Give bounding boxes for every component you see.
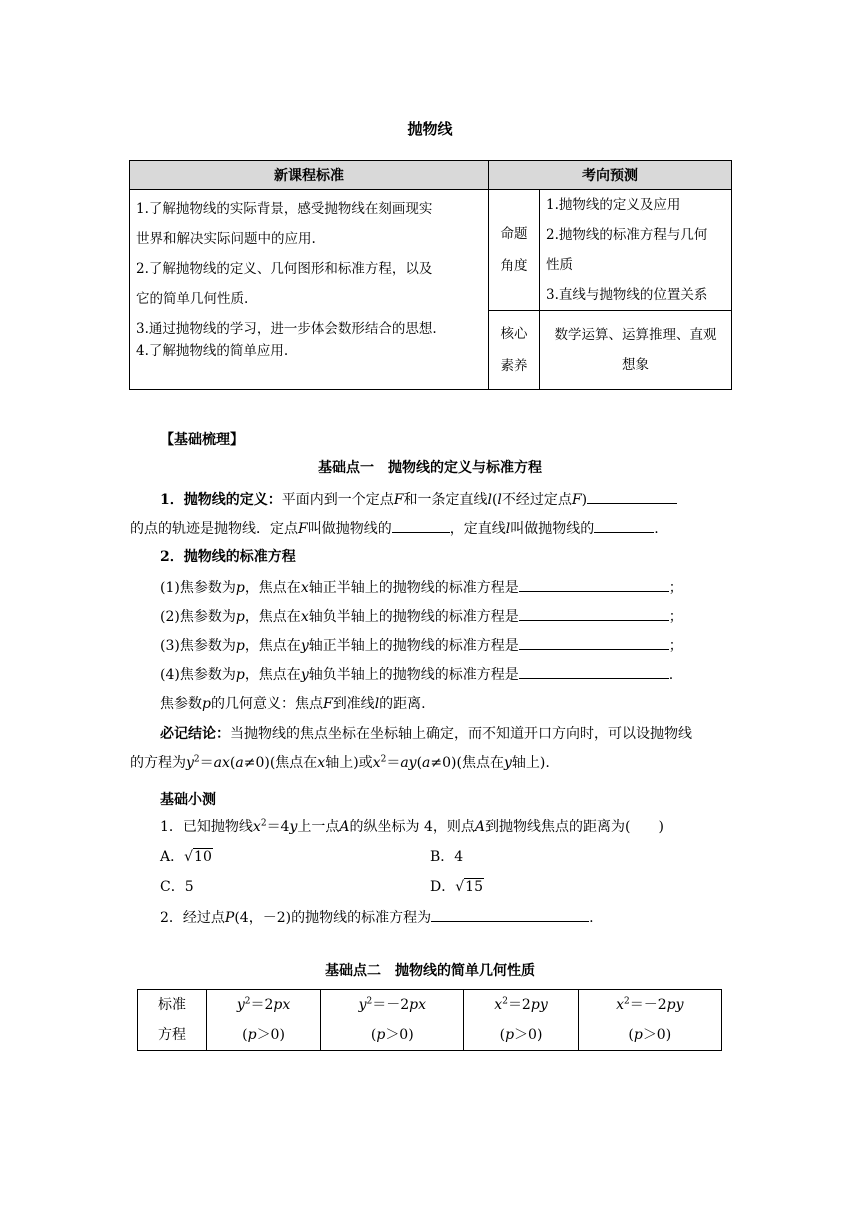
text: 轴上)或 — [325, 755, 373, 771]
math-var: F — [298, 521, 308, 537]
curriculum-table — [129, 160, 732, 390]
core-cell — [540, 311, 732, 390]
standard-line: 3.通过抛物线的学习，进一步体会数形结合的思想. — [136, 321, 437, 337]
text: 叫做抛物线的 — [510, 521, 595, 537]
text: ＞0) — [385, 1027, 414, 1043]
remember-label: 必记结论： — [160, 726, 230, 742]
text: ，定直线 — [449, 521, 506, 537]
fill-blank[interactable] — [519, 577, 669, 592]
text: ＝2 — [507, 997, 531, 1013]
text: (2) — [160, 609, 180, 625]
math-var: l — [505, 521, 511, 537]
eq-cell — [464, 990, 578, 1051]
standard-eq-label: 2．抛物线的标准方程 — [160, 549, 296, 565]
remember-line-1 — [130, 722, 760, 746]
text: 焦参数 — [160, 696, 202, 712]
superscript: 2 — [380, 754, 387, 765]
sqrt-icon: √10 — [184, 849, 212, 865]
text: 焦参数为 — [179, 580, 236, 596]
angle-item: 3.直线与抛物线的位置关系 — [546, 287, 708, 303]
text: ＝ — [386, 755, 401, 771]
superscript: 2 — [623, 996, 630, 1007]
math-var: p — [235, 667, 245, 683]
question-1 — [130, 815, 760, 839]
text: 平面内到一个定点 — [281, 492, 394, 508]
math-var: x — [616, 997, 624, 1013]
math-var: F — [322, 696, 333, 712]
math-var: x — [494, 997, 503, 1013]
angles-cell — [540, 190, 732, 311]
standard-eq-label-cell — [138, 990, 207, 1051]
text: ＝－2 — [372, 997, 410, 1013]
text: ( — [499, 1027, 506, 1043]
text: ≠0)(焦点在 — [430, 755, 504, 771]
text: 到抛物线焦点的距离为( ) — [485, 819, 664, 835]
eq-item — [130, 663, 760, 687]
text: ，焦点在 — [244, 609, 301, 625]
text: 轴上). — [511, 755, 550, 771]
core-label-cell — [489, 311, 540, 390]
core-label-1: 核心 — [500, 326, 528, 342]
eq-cell — [578, 990, 721, 1051]
superscript: 2 — [366, 996, 373, 1007]
text: ( — [628, 1027, 634, 1043]
math-var: A — [339, 819, 350, 835]
math-var: x — [300, 609, 309, 625]
fill-blank[interactable] — [594, 518, 654, 533]
text: 叫做抛物线的 — [307, 521, 392, 537]
standard-line: 2.了解抛物线的定义、几何图形和标准方程，以及 — [136, 261, 433, 277]
option-value: 4 — [454, 849, 464, 865]
eq-item — [130, 576, 760, 600]
option-value: 10 — [194, 849, 212, 865]
text: ≠0)(焦点在 — [243, 755, 318, 771]
math-var: a — [422, 755, 431, 771]
text: 轴负半轴上的抛物线的标准方程是 — [308, 667, 519, 683]
text: 不经过定点 — [501, 492, 572, 508]
math-var: y — [503, 755, 512, 771]
math-var: x — [317, 755, 326, 771]
text: ； — [668, 609, 683, 625]
standard-line: 4.了解抛物线的简单应用. — [136, 343, 289, 359]
option-a[interactable] — [160, 845, 213, 869]
text: . — [654, 521, 659, 537]
quiz-heading: 基础小测 — [160, 792, 216, 808]
math-var: ax — [213, 755, 230, 771]
text: ； — [668, 638, 683, 654]
definition-line-2 — [130, 517, 730, 541]
text: ＝ — [199, 755, 214, 771]
math-var: y — [300, 667, 309, 683]
section-heading: 【基础梳理】 — [160, 432, 244, 448]
option-value: 5 — [184, 879, 194, 895]
option-label: B． — [430, 849, 455, 865]
math-var: a — [235, 755, 244, 771]
text: ，焦点在 — [244, 667, 301, 683]
eq-item — [130, 634, 760, 658]
text: . — [668, 667, 674, 683]
text: 焦参数为 — [179, 609, 236, 625]
point1-title: 基础点一 抛物线的定义与标准方程 — [318, 460, 542, 476]
superscript: 2 — [260, 818, 267, 829]
angle-item: 2.抛物线的标准方程与几何 — [546, 227, 708, 243]
fill-blank[interactable] — [519, 606, 669, 621]
sqrt-icon: √15 — [455, 879, 483, 895]
angle-label-cell — [489, 190, 540, 311]
p-meaning — [130, 692, 760, 716]
text: (1) — [160, 580, 180, 596]
option-label: A． — [160, 849, 185, 865]
standards-cell — [130, 190, 489, 390]
math-var: l — [497, 492, 502, 508]
text: (4，－2)的抛物线的标准方程为 — [234, 910, 432, 926]
text: 焦参数为 — [179, 667, 236, 683]
math-var: p — [376, 1027, 386, 1043]
text: 上一点 — [297, 819, 340, 835]
core-line-2: 想象 — [622, 357, 649, 373]
text: 的纵坐标为 4，则点 — [349, 819, 475, 835]
fill-blank[interactable] — [431, 907, 589, 922]
angle-label-2: 角度 — [500, 258, 528, 274]
text: (3) — [160, 638, 180, 654]
math-var: p — [633, 1027, 643, 1043]
text: ＞0) — [642, 1027, 672, 1043]
superscript: 2 — [244, 996, 251, 1007]
definition-line-1 — [130, 488, 760, 512]
math-var: px — [409, 997, 426, 1013]
text: ) — [581, 492, 588, 508]
standard-line: 1.了解抛物线的实际背景，感受抛物线在刻画现实 — [136, 201, 433, 217]
text: 轴正半轴上的抛物线的标准方程是 — [308, 580, 519, 596]
fill-blank[interactable] — [519, 664, 669, 679]
text: 的点的轨迹是抛物线．定点 — [130, 521, 298, 537]
math-var: p — [202, 696, 211, 712]
point2-title: 基础点二 抛物线的简单几何性质 — [325, 963, 535, 979]
text: ( — [416, 755, 423, 771]
math-var: px — [273, 997, 291, 1013]
eq-cell — [207, 990, 321, 1051]
fill-blank[interactable] — [587, 489, 677, 504]
question-2 — [130, 906, 760, 930]
option-value: 15 — [465, 879, 483, 895]
math-var: l — [487, 492, 492, 508]
core-label-2: 素养 — [500, 358, 528, 374]
label-line: 方程 — [158, 1027, 186, 1043]
math-var: py — [530, 997, 548, 1013]
fill-blank[interactable] — [392, 518, 450, 533]
text: 和一条定直线 — [403, 492, 488, 508]
remember-line-2 — [130, 751, 730, 775]
definition-label: 1．抛物线的定义： — [160, 492, 282, 508]
math-var: y — [186, 755, 194, 771]
properties-table — [137, 989, 722, 1051]
text: ，焦点在 — [244, 580, 301, 596]
math-var: l — [374, 696, 380, 712]
text: 当抛物线的焦点坐标在坐标轴上确定，而不知道开口方向时，可以设抛物线 — [230, 726, 692, 742]
text: ＝4 — [266, 819, 290, 835]
math-var: y — [289, 819, 298, 835]
math-var: p — [235, 580, 245, 596]
standard-line: 世界和解决实际问题中的应用. — [136, 231, 316, 247]
label-line: 标准 — [158, 997, 186, 1013]
text: ＝－2 — [629, 997, 667, 1013]
text: ＞0) — [514, 1027, 543, 1043]
math-var: A — [474, 819, 486, 835]
math-var: p — [505, 1027, 515, 1043]
text: ( — [242, 1027, 248, 1043]
text: ( — [370, 1027, 377, 1043]
text: 轴负半轴上的抛物线的标准方程是 — [308, 609, 519, 625]
text: 的距离. — [379, 696, 426, 712]
math-var: y — [300, 638, 309, 654]
eq-cell — [321, 990, 464, 1051]
text: ＞0) — [256, 1027, 285, 1043]
math-var: F — [393, 492, 404, 508]
angle-item: 性质 — [546, 257, 573, 273]
text: (4) — [160, 667, 180, 683]
option-b[interactable] — [430, 845, 463, 869]
option-label: D． — [430, 879, 456, 895]
math-var: x — [300, 580, 309, 596]
angle-label-1: 命题 — [500, 226, 528, 242]
math-var: F — [571, 492, 582, 508]
text: ，焦点在 — [244, 638, 301, 654]
page-title: 抛物线 — [407, 120, 453, 138]
standard-line: 它的简单几何性质. — [136, 291, 249, 307]
header-standards: 新课程标准 — [130, 161, 489, 190]
option-c[interactable] — [160, 875, 194, 899]
superscript: 2 — [502, 996, 508, 1007]
text: ( — [491, 492, 498, 508]
text: . — [589, 910, 594, 926]
math-var: ay — [400, 755, 417, 771]
text: 1．已知抛物线 — [160, 819, 253, 835]
option-d[interactable] — [430, 875, 484, 899]
math-var: P — [224, 910, 235, 926]
text: 的方程为 — [130, 755, 186, 771]
text: 2．经过点 — [160, 910, 225, 926]
text: 到准线 — [332, 696, 375, 712]
fill-blank[interactable] — [519, 635, 669, 650]
core-line-1: 数学运算、运算推理、直观 — [554, 327, 717, 343]
text: 轴正半轴上的抛物线的标准方程是 — [308, 638, 519, 654]
text: ＝2 — [250, 997, 274, 1013]
option-label: C． — [160, 879, 185, 895]
math-var: y — [358, 997, 367, 1013]
header-forecast: 考向预测 — [489, 161, 732, 190]
text: 焦参数为 — [179, 638, 236, 654]
math-var: x — [372, 755, 381, 771]
math-var: x — [252, 819, 261, 835]
math-var: py — [666, 997, 684, 1013]
math-var: p — [235, 609, 245, 625]
math-var: p — [247, 1027, 257, 1043]
text: ； — [668, 580, 683, 596]
eq-item — [130, 605, 760, 629]
math-var: p — [235, 638, 245, 654]
text: ( — [229, 755, 236, 771]
text: 的几何意义：焦点 — [210, 696, 323, 712]
math-var: y — [236, 997, 245, 1013]
angle-item: 1.抛物线的定义及应用 — [546, 197, 681, 213]
superscript: 2 — [193, 754, 200, 765]
